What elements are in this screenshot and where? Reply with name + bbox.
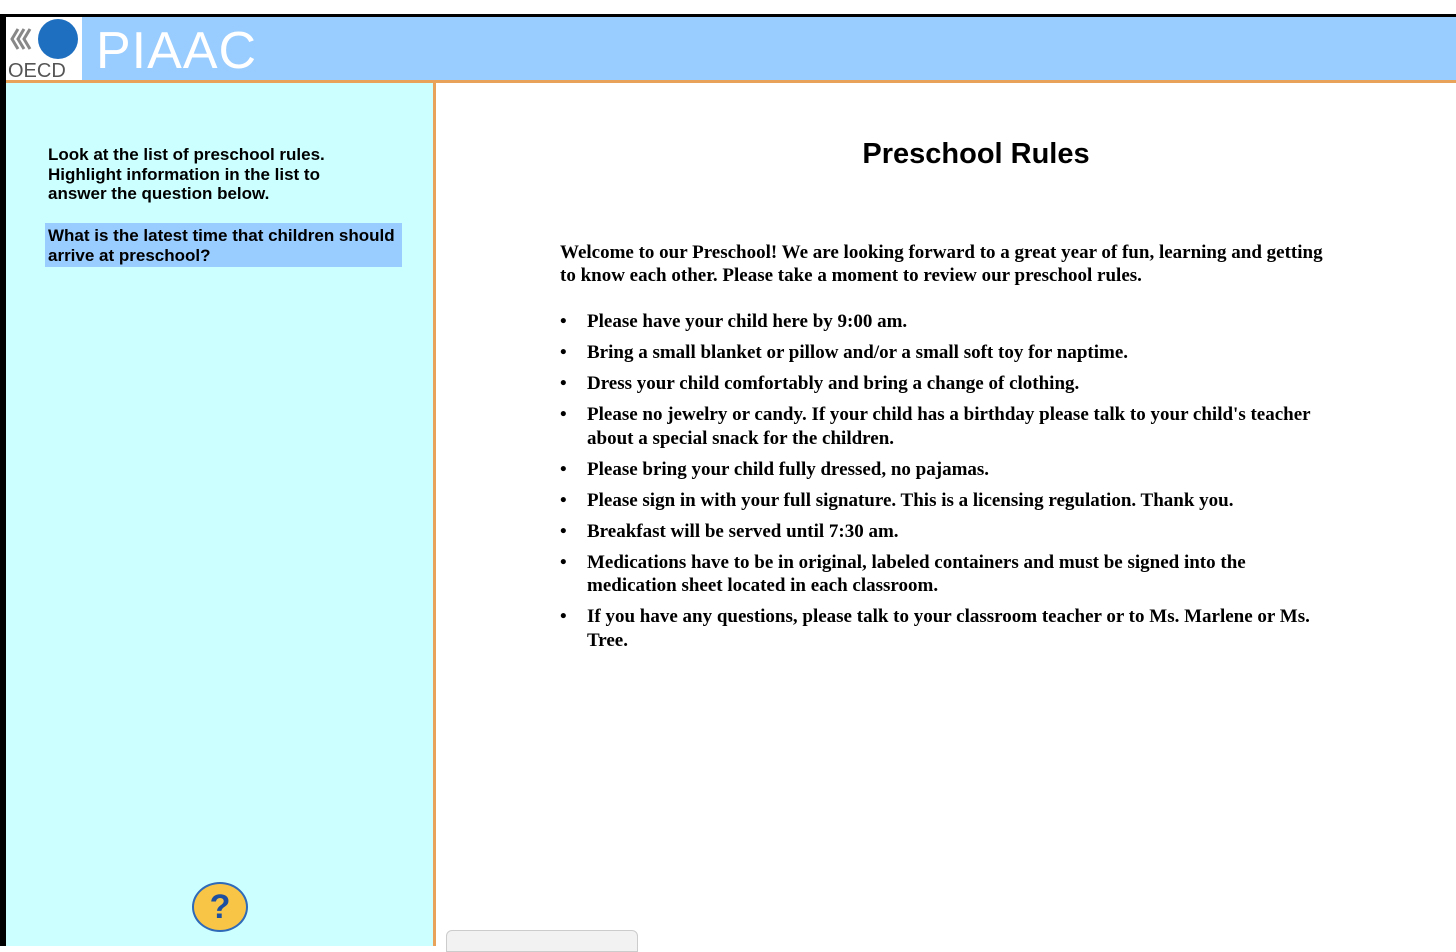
bottom-tab[interactable] [446, 930, 638, 952]
document-pane[interactable] [436, 83, 1456, 946]
svg-text:OECD: OECD [8, 60, 66, 80]
document-title: Preschool Rules [862, 138, 1090, 170]
list-item[interactable]: • Please bring your child fully dressed, no pajamas. [560, 458, 1340, 482]
header-bar [6, 17, 1456, 83]
document-intro[interactable]: Welcome to our Preschool! We are looking forward to a great year of fun, learning and getting to know each other. Please take a moment to review our preschool rules. [560, 242, 1323, 286]
list-item[interactable]: • Please no jewelry or candy. If your child has a birthday please talk to your child's teacher about a special snack for the children. [560, 403, 1340, 450]
help-button[interactable] [192, 882, 248, 932]
question-mark-icon: ? [209, 888, 231, 926]
list-item[interactable]: • Breakfast will be served until 7:30 am. [560, 520, 1340, 544]
list-item[interactable]: • If you have any questions, please talk to your classroom teacher or to Ms. Marlene or Ms. Tree. [560, 605, 1340, 652]
brand-title: PIAAC [96, 22, 258, 80]
list-item[interactable]: • Please have your child here by 9:00 am. [560, 310, 1340, 334]
list-item[interactable]: • Medications have to be in original, labeled containers and must be signed into the medication sheet located in each classroom. [560, 551, 1340, 598]
task-question: What is the latest time that children should arrive at preschool? [45, 223, 402, 267]
oecd-logo [6, 17, 82, 80]
list-item[interactable]: • Bring a small blanket or pillow and/or a small soft toy for naptime. [560, 341, 1340, 365]
task-sidebar [6, 83, 436, 946]
rules-list [560, 310, 1340, 652]
document-body[interactable] [560, 241, 1340, 660]
list-item[interactable]: • Please sign in with your full signature. This is a licensing regulation. Thank you. [560, 489, 1340, 513]
task-instruction: Look at the list of preschool rules. Highlight information in the list to answer the question below. [48, 145, 325, 203]
app-window [0, 14, 1456, 946]
list-item[interactable]: • Dress your child comfortably and bring a change of clothing. [560, 372, 1340, 396]
